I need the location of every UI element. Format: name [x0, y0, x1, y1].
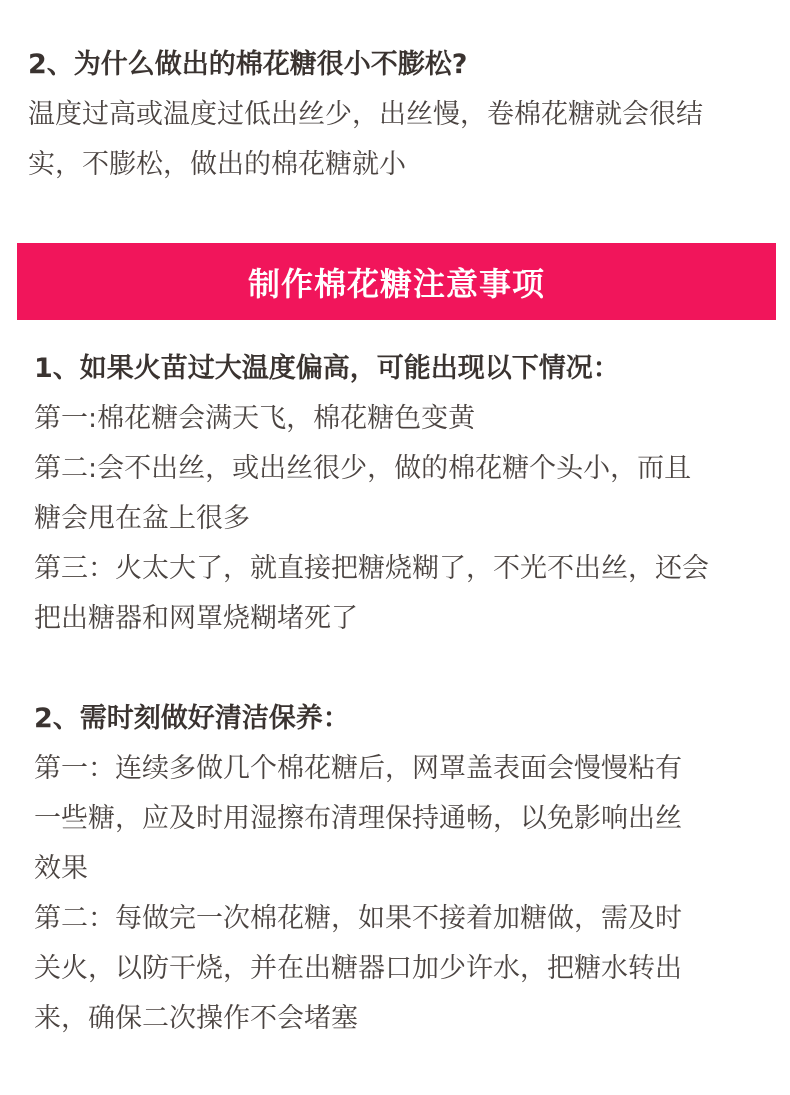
banner-title: 制作棉花糖注意事项	[247, 264, 545, 303]
note-line: 把出糖器和网罩烧糊堵死了	[34, 603, 358, 634]
section-banner	[17, 243, 776, 320]
note-line: 第一：连续多做几个棉花糖后，网罩盖表面会慢慢粘有	[34, 753, 682, 784]
notes-content	[34, 344, 764, 1044]
note-line: 一些糖，应及时用湿擦布清理保持通畅，以免影响出丝	[34, 803, 682, 834]
note-line: 第二:会不出丝，或出丝很少，做的棉花糖个头小，而且	[34, 453, 692, 484]
faq-answer-line: 温度过高或温度过低出丝少，出丝慢，卷棉花糖就会很结	[28, 99, 703, 130]
note-line: 糖会甩在盆上很多	[34, 503, 250, 534]
note-line: 第一:棉花糖会满天飞，棉花糖色变黄	[34, 403, 476, 434]
faq-block	[28, 40, 768, 190]
note-line: 第三：火太大了，就直接把糖烧糊了，不光不出丝，还会	[34, 553, 709, 584]
note-line: 关火，以防干烧，并在出糖器口加少许水，把糖水转出	[34, 953, 682, 984]
section-spacer	[34, 644, 764, 694]
faq-answer-line: 实，不膨松，做出的棉花糖就小	[28, 149, 406, 180]
note-line: 效果	[34, 853, 88, 884]
section-heading: 1、如果火苗过大温度偏高，可能出现以下情况：	[34, 353, 620, 384]
note-line: 来，确保二次操作不会堵塞	[34, 1003, 358, 1034]
section-heading: 2、需时刻做好清洁保养：	[34, 703, 350, 734]
note-line: 第二：每做完一次棉花糖，如果不接着加糖做，需及时	[34, 903, 682, 934]
faq-question: 2、为什么做出的棉花糖很小不膨松?	[28, 49, 468, 80]
